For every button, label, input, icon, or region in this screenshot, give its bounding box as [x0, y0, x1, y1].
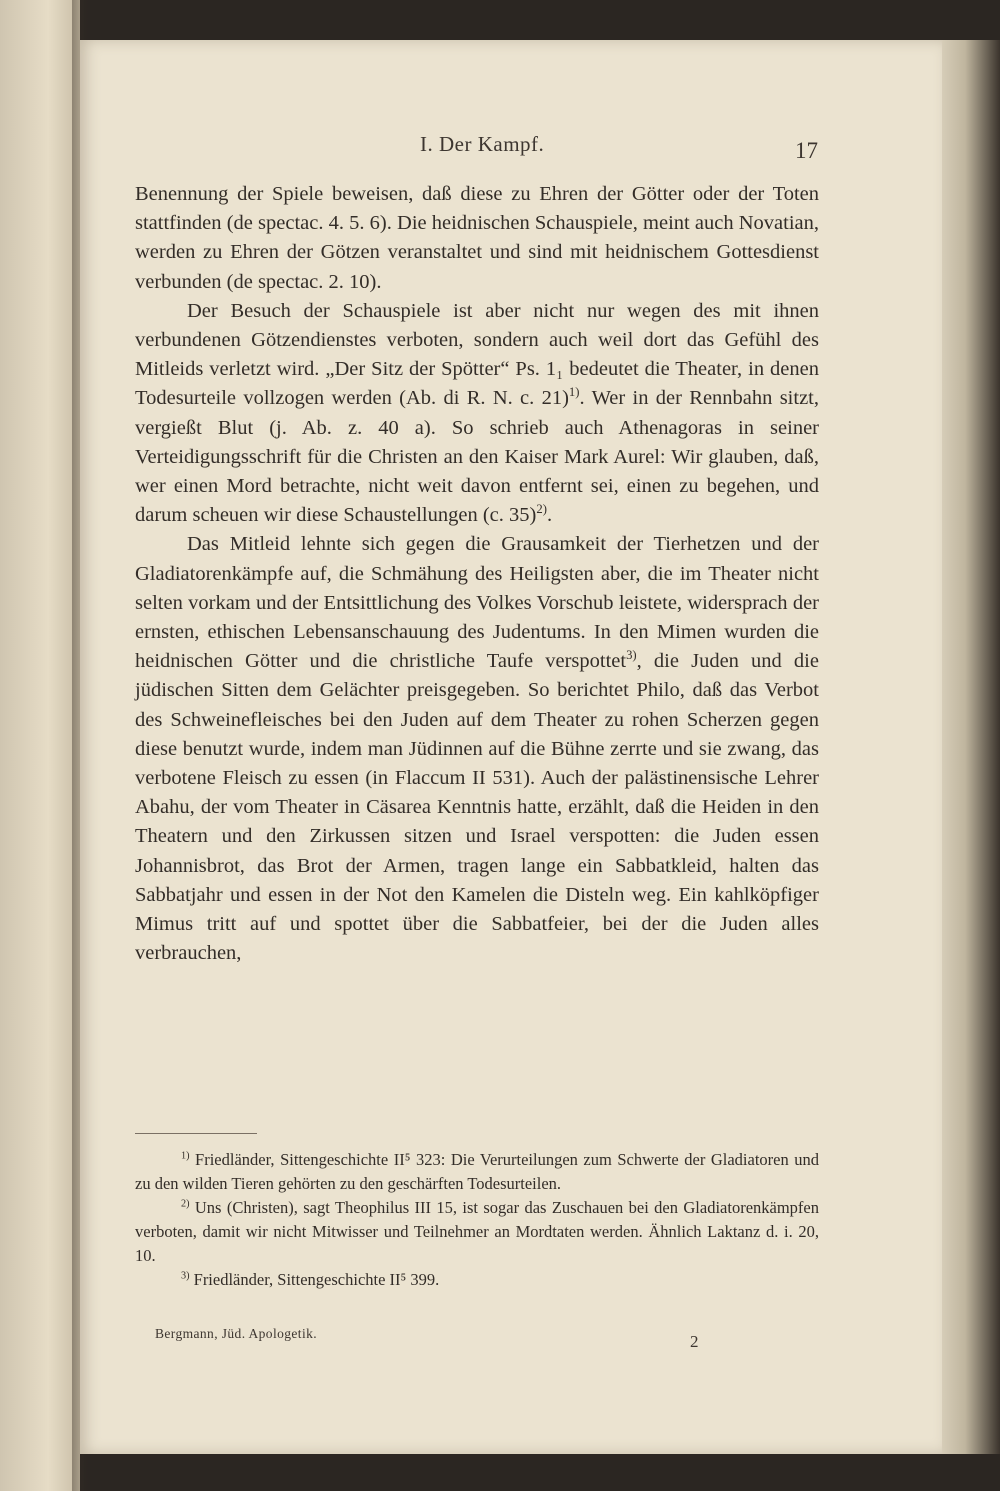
paragraph-1: [135, 180, 819, 297]
paragraph-text: Benennung der Spiele beweisen, daß diese zu Ehren der Götter oder der Toten stattfinden (de spectac. 4. 5. 6). Die heidnischen Schauspiele, meint auch Novatian, werden zu Ehren der Götzen veranstaltet und sind mit heidnischem Gottesdienst verbunden (de spectac. 2. 10).: [135, 183, 819, 293]
footnote-ref-1: 1): [568, 385, 580, 400]
footnote-text: Friedländer, Sittengeschichte II⁵ 399.: [193, 1270, 440, 1289]
footnote-3: [135, 1268, 819, 1292]
footnote-1: [135, 1148, 819, 1196]
footnote-marker: 3): [181, 1270, 190, 1282]
footnote-ref-3: 3): [626, 648, 637, 663]
page-number: 17: [795, 138, 818, 163]
paragraph-text: .: [546, 504, 553, 527]
paragraph-text: , die Juden und die jüdischen Sitten dem Gelächter preisgegeben. So berichtet Philo, daß das Verbot des Schweinefleisches bei den Juden auf dem Theater zu rohen Scherzen gegen diese benutzt wurde, indem man Jüdinnen auf die Bühne zerrte und sie zwang, das verbotene Fleisch zu essen (in Flaccum II 531). Auch der palästinensische Lehrer Abahu, der vom Theater in Cäsarea Kenntnis hatte, erzählt, daß die Heiden in den Theatern und den Zirkussen sitzen und Israel verspotten: die Juden essen Johannisbrot, das Brot der Armen, tragen lange ein Sabbatkleid, halten das Sabbatjahr und essen in der Not den Kamelen die Disteln weg. Ein kahlköpfiger Mimus tritt auf und spottet über die Sabbatfeier, bei der die Juden alles verbrauchen,: [135, 650, 819, 965]
footnote-marker: 2): [181, 1198, 190, 1210]
footnotes: [135, 1148, 819, 1292]
footnote-marker: 1): [181, 1150, 190, 1162]
footnote-text: Uns (Christen), sagt Theophilus III 15, ist sogar das Zuschauen bei den Gladiatorenkämpfen verboten, damit wir nicht Mitwisser und Teilnehmer an Mordtaten werden. Ähnlich Laktanz d. i. 20, 10.: [135, 1198, 819, 1265]
signature-mark: 2: [690, 1332, 699, 1351]
footer-author: Bergmann, Jüd. Apologetik.: [155, 1326, 318, 1341]
page-edge: [942, 40, 1000, 1454]
footnote-2: [135, 1196, 819, 1268]
page-footer: [80, 1326, 942, 1366]
paragraph-text: Der Besuch der Schauspiele ist aber nicht nur wegen des mit ihnen verbundenen Götzendienstes verboten, sondern auch weil dort das Gefühl des Mitleids verletzt wird. „Der Sitz der Spötter“ Ps. 1₁ bedeutet die Theater, in denen Todesurteile vollzogen werden (Ab. di R. N. c. 21): [135, 299, 819, 410]
body-text: [135, 180, 819, 968]
book-page: [80, 40, 942, 1454]
paragraph-text: . Wer in der Rennbahn sitzt, vergießt Blut (j. Ab. z. 40 a). So schrieb auch Athenagoras in seiner Verteidigungsschrift für die Christen an den Kaiser Mark Aurel: Wir glauben, daß, wer einen Mord betrachte, nicht weit davon entfernt sei, einen zu begehen, und darum scheuen wir diese Schaustellungen (c. 35): [135, 387, 819, 527]
footnote-divider: [135, 1133, 257, 1134]
facing-page-edge: [0, 0, 80, 1491]
paragraph-3: [135, 530, 819, 968]
paragraph-2: [135, 297, 819, 531]
running-title: I. Der Kampf.: [420, 132, 545, 156]
paragraph-text: Das Mitleid lehnte sich gegen die Grausamkeit der Tierhetzen und der Gladiatorenkämpfe auf, die Schmähung des Heiligsten aber, die im Theater nicht selten vorkam und der Entsittlichung des Volkes Vorschub leistete, widersprach der ernsten, ethischen Lebensanschauung des Judentums. In den Mimen wurden die heidnischen Götter und die christliche Taufe verspottet: [135, 533, 819, 673]
footnote-ref-2: 2): [536, 502, 547, 517]
footnote-text: Friedländer, Sittengeschichte II⁵ 323: Die Verurteilungen zum Schwerte der Gladiatoren und zu den wilden Tieren gehörten zu den geschärften Todesurteilen.: [135, 1150, 819, 1193]
